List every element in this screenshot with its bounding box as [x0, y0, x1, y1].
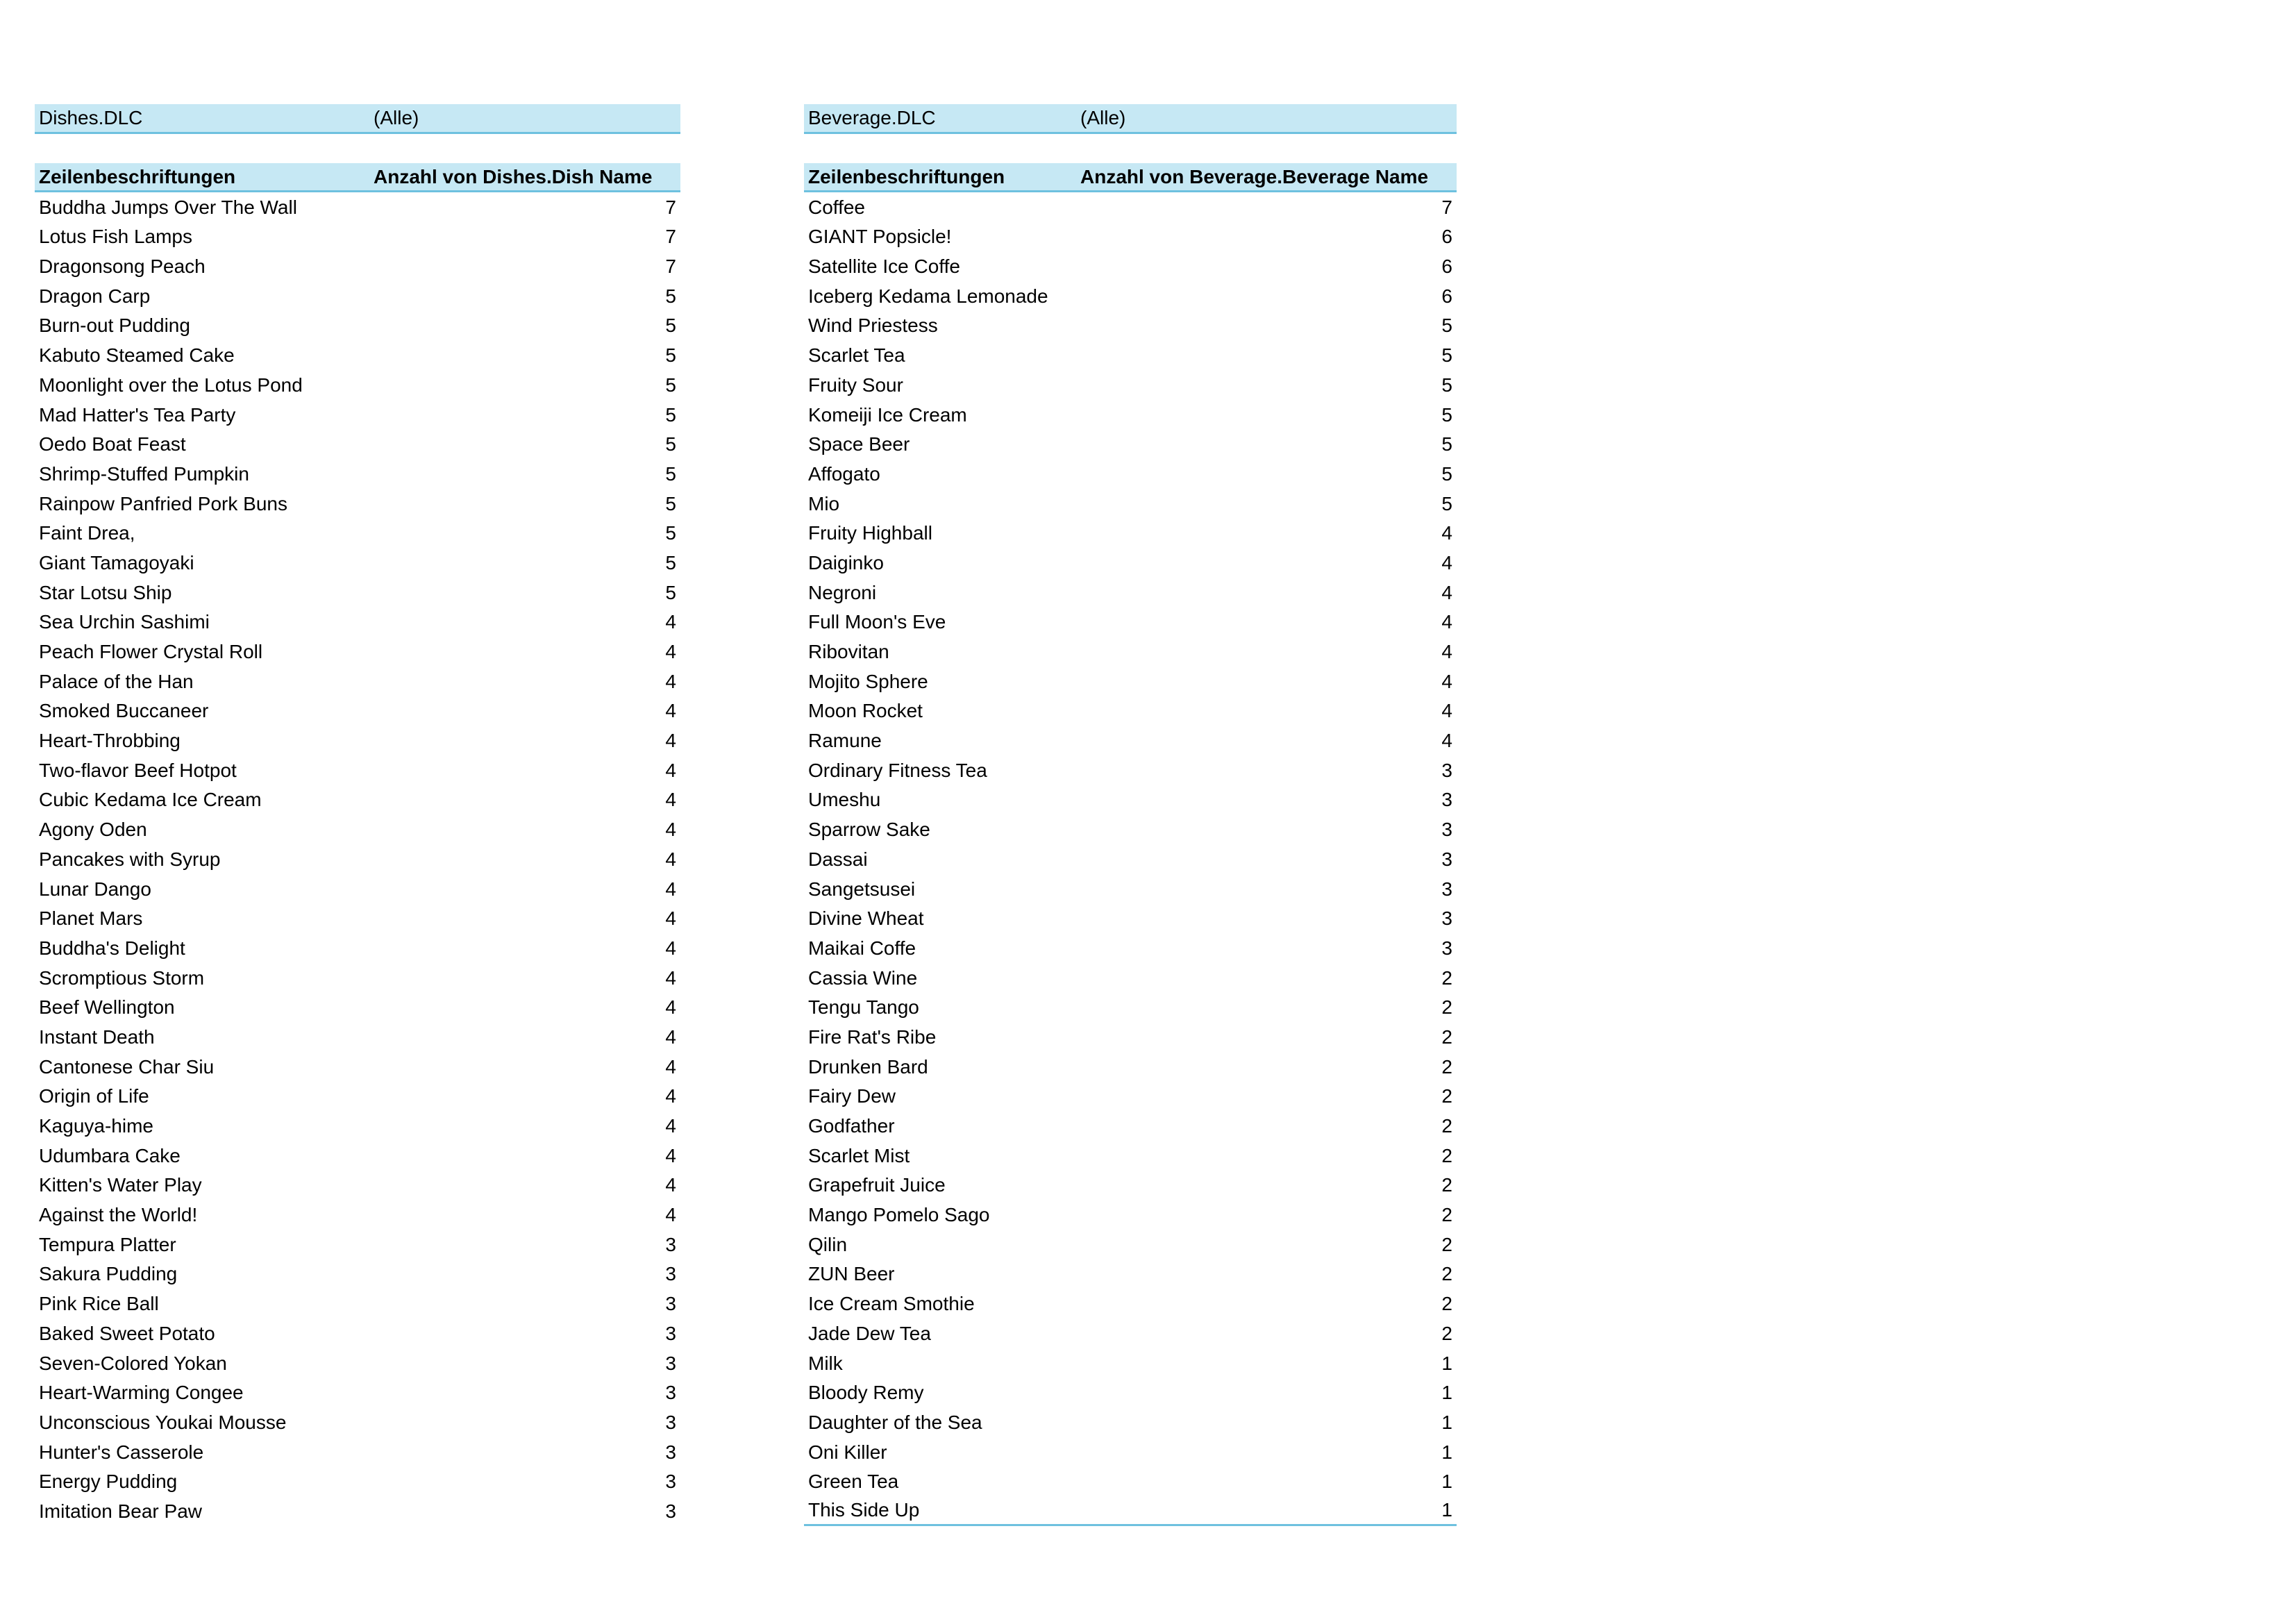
beverage-row-label[interactable]: Mango Pomelo Sago — [808, 1204, 990, 1226]
dishes-row-count[interactable]: 3 — [665, 1382, 676, 1404]
dishes-row-label[interactable]: Two-flavor Beef Hotpot — [39, 759, 237, 781]
dishes-row-count[interactable]: 5 — [665, 315, 676, 337]
beverage-row-label[interactable]: Fruity Highball — [808, 522, 932, 544]
dishes-row-count[interactable]: 4 — [665, 996, 676, 1019]
dishes-table-row[interactable] — [35, 1289, 680, 1319]
dishes-table-row[interactable] — [35, 311, 680, 341]
dishes-row-count[interactable]: 4 — [665, 1026, 676, 1048]
beverage-table-row[interactable] — [804, 341, 1457, 371]
beverage-row-label[interactable]: Iceberg Kedama Lemonade — [808, 285, 1048, 307]
beverage-row-label[interactable]: Grapefruit Juice — [808, 1174, 946, 1196]
beverage-row-count[interactable]: 2 — [1441, 1322, 1452, 1344]
beverage-row-count[interactable]: 3 — [1441, 848, 1452, 870]
beverage-row-label[interactable]: Umeshu — [808, 789, 881, 811]
dishes-row-label[interactable]: Against the World! — [39, 1204, 198, 1226]
dishes-row-label[interactable]: Beef Wellington — [39, 996, 175, 1019]
dishes-row-count[interactable]: 3 — [665, 1233, 676, 1255]
dishes-table-row[interactable] — [35, 785, 680, 815]
dishes-row-count[interactable]: 5 — [665, 344, 676, 367]
beverage-table-row[interactable] — [804, 1437, 1457, 1467]
beverage-row-label[interactable]: Moon Rocket — [808, 700, 923, 722]
beverage-row-label[interactable]: Daughter of the Sea — [808, 1411, 982, 1433]
dishes-row-label[interactable]: Hunter's Casserole — [39, 1441, 204, 1463]
dishes-row-count[interactable]: 7 — [665, 196, 676, 218]
dishes-table-row[interactable] — [35, 874, 680, 904]
beverage-row-count[interactable]: 2 — [1441, 1174, 1452, 1196]
dishes-row-count[interactable]: 4 — [665, 937, 676, 959]
beverage-header-row — [804, 163, 1457, 193]
beverage-row-count[interactable]: 5 — [1441, 462, 1452, 485]
dishes-table-row[interactable] — [35, 549, 680, 578]
beverage-row-count[interactable]: 3 — [1441, 937, 1452, 959]
dishes-count-header[interactable]: Anzahl von Dishes.Dish Name — [374, 165, 653, 187]
beverage-row-count[interactable]: 7 — [1441, 196, 1452, 218]
beverage-row-label[interactable]: Dassai — [808, 848, 868, 870]
beverage-row-count[interactable]: 5 — [1441, 492, 1452, 514]
dishes-row-label[interactable]: Planet Mars — [39, 907, 143, 930]
dishes-table-row[interactable] — [35, 1230, 680, 1259]
beverage-table-row[interactable] — [804, 1023, 1457, 1053]
dishes-table-row[interactable] — [35, 1497, 680, 1527]
dishes-table-row[interactable] — [35, 667, 680, 696]
beverage-row-count[interactable]: 1 — [1441, 1499, 1452, 1521]
beverage-row-count[interactable]: 1 — [1441, 1471, 1452, 1493]
beverage-table-row[interactable] — [804, 993, 1457, 1023]
beverage-count-header[interactable]: Anzahl von Beverage.Beverage Name — [1080, 165, 1429, 187]
beverage-table-row[interactable] — [804, 281, 1457, 311]
beverage-row-label[interactable]: Space Beer — [808, 433, 910, 455]
dishes-table-row[interactable] — [35, 904, 680, 934]
dishes-row-label[interactable]: Star Lotsu Ship — [39, 581, 172, 603]
dishes-table-row[interactable] — [35, 1437, 680, 1467]
beverage-row-label[interactable]: Sangetsusei — [808, 878, 916, 900]
dishes-row-label[interactable]: Seven-Colored Yokan — [39, 1352, 227, 1374]
dishes-header-row — [35, 163, 680, 193]
dishes-row-label[interactable]: Sakura Pudding — [39, 1263, 178, 1285]
dishes-row-label[interactable]: Agony Oden — [39, 819, 147, 841]
dishes-table-row[interactable] — [35, 963, 680, 993]
dishes-table-row[interactable] — [35, 755, 680, 785]
beverage-row-count[interactable]: 3 — [1441, 759, 1452, 781]
dishes-row-label[interactable]: Palace of the Han — [39, 670, 194, 692]
dishes-row-count[interactable]: 5 — [665, 581, 676, 603]
dishes-row-count[interactable]: 7 — [665, 226, 676, 248]
beverage-table-row[interactable] — [804, 430, 1457, 460]
beverage-table-row[interactable] — [804, 1408, 1457, 1438]
beverage-row-count[interactable]: 4 — [1441, 700, 1452, 722]
dishes-row-count[interactable]: 4 — [665, 1055, 676, 1078]
beverage-table-row[interactable] — [804, 755, 1457, 785]
beverage-row-label[interactable]: Coffee — [808, 196, 865, 218]
dishes-row-label[interactable]: Giant Tamagoyaki — [39, 551, 194, 574]
beverage-table-row[interactable] — [804, 489, 1457, 519]
dishes-row-label[interactable]: Sea Urchin Sashimi — [39, 611, 210, 633]
beverage-table-row[interactable] — [804, 252, 1457, 282]
beverage-row-count[interactable]: 4 — [1441, 611, 1452, 633]
beverage-table-row[interactable] — [804, 519, 1457, 549]
beverage-rows — [804, 192, 1457, 1526]
beverage-row-count[interactable]: 2 — [1441, 1115, 1452, 1137]
beverage-table-row[interactable] — [804, 1171, 1457, 1200]
dishes-filter-row[interactable] — [35, 104, 680, 134]
beverage-row-count[interactable]: 4 — [1441, 581, 1452, 603]
beverage-table-row[interactable] — [804, 1319, 1457, 1349]
beverage-row-count[interactable]: 5 — [1441, 374, 1452, 396]
beverage-row-label[interactable]: Jade Dew Tea — [808, 1322, 931, 1344]
dishes-row-count[interactable]: 4 — [665, 1174, 676, 1196]
dishes-table-row[interactable] — [35, 1023, 680, 1053]
dishes-table-row[interactable] — [35, 1052, 680, 1082]
dishes-row-count[interactable]: 5 — [665, 433, 676, 455]
beverage-row-count[interactable]: 4 — [1441, 522, 1452, 544]
beverage-row-label[interactable]: GIANT Popsicle! — [808, 226, 952, 248]
dishes-table-row[interactable] — [35, 1141, 680, 1171]
beverage-table-row[interactable] — [804, 815, 1457, 845]
beverage-table-row[interactable] — [804, 1141, 1457, 1171]
beverage-row-count[interactable]: 2 — [1441, 1055, 1452, 1078]
beverage-row-count[interactable]: 5 — [1441, 315, 1452, 337]
dishes-table-row[interactable] — [35, 608, 680, 637]
beverage-row-count[interactable]: 4 — [1441, 730, 1452, 752]
beverage-row-label[interactable]: Qilin — [808, 1233, 848, 1255]
dishes-row-label[interactable]: Cubic Kedama Ice Cream — [39, 789, 262, 811]
dishes-table-row[interactable] — [35, 1200, 680, 1230]
beverage-row-count[interactable]: 2 — [1441, 1293, 1452, 1315]
dishes-row-labels-header[interactable]: Zeilenbeschriftungen — [39, 165, 236, 187]
dishes-row-count[interactable]: 3 — [665, 1263, 676, 1285]
dishes-table-row[interactable] — [35, 1408, 680, 1438]
dishes-row-count[interactable]: 4 — [665, 730, 676, 752]
dishes-row-label[interactable]: Oedo Boat Feast — [39, 433, 186, 455]
beverage-row-label[interactable]: Green Tea — [808, 1471, 899, 1493]
beverage-row-label[interactable]: Full Moon's Eve — [808, 611, 946, 633]
beverage-pivot-table — [804, 104, 1457, 1526]
dishes-table-row[interactable] — [35, 281, 680, 311]
beverage-table-row[interactable] — [804, 637, 1457, 667]
dishes-table-row[interactable] — [35, 696, 680, 726]
beverage-row-label[interactable]: Affogato — [808, 462, 880, 485]
beverage-row-count[interactable]: 5 — [1441, 344, 1452, 367]
beverage-row-count[interactable]: 1 — [1441, 1411, 1452, 1433]
beverage-table-row[interactable] — [804, 1289, 1457, 1319]
beverage-row-count[interactable]: 1 — [1441, 1382, 1452, 1404]
dishes-row-label[interactable]: Kitten's Water Play — [39, 1174, 202, 1196]
dishes-row-label[interactable]: Peach Flower Crystal Roll — [39, 641, 263, 663]
dishes-row-label[interactable]: Udumbara Cake — [39, 1144, 181, 1166]
beverage-table-row[interactable] — [804, 549, 1457, 578]
beverage-table-row[interactable] — [804, 1259, 1457, 1289]
dishes-row-count[interactable]: 3 — [665, 1441, 676, 1463]
dishes-table-row[interactable] — [35, 815, 680, 845]
dishes-row-count[interactable]: 5 — [665, 403, 676, 426]
beverage-row-count[interactable]: 3 — [1441, 819, 1452, 841]
dishes-row-count[interactable]: 4 — [665, 641, 676, 663]
beverage-row-count[interactable]: 2 — [1441, 996, 1452, 1019]
dishes-table-row[interactable] — [35, 1319, 680, 1349]
beverage-row-count[interactable]: 2 — [1441, 1026, 1452, 1048]
dishes-row-label[interactable]: Kaguya-hime — [39, 1115, 153, 1137]
beverage-row-count[interactable]: 4 — [1441, 551, 1452, 574]
dishes-table-row[interactable] — [35, 1112, 680, 1141]
dishes-table-row[interactable] — [35, 1171, 680, 1200]
beverage-filter-dropdown[interactable]: (Alle) — [1080, 106, 1126, 128]
dishes-row-label[interactable]: Rainpow Panfried Pork Buns — [39, 492, 287, 514]
dishes-row-count[interactable]: 5 — [665, 285, 676, 307]
beverage-row-count[interactable]: 2 — [1441, 1263, 1452, 1285]
dishes-row-label[interactable]: Pancakes with Syrup — [39, 848, 221, 870]
dishes-row-label[interactable]: Energy Pudding — [39, 1471, 178, 1493]
beverage-table-row[interactable] — [804, 578, 1457, 608]
dishes-pivot-table — [35, 104, 680, 1526]
beverage-row-label[interactable]: Drunken Bard — [808, 1055, 928, 1078]
dishes-table-row[interactable] — [35, 341, 680, 371]
dishes-table-row[interactable] — [35, 1259, 680, 1289]
dishes-row-count[interactable]: 4 — [665, 848, 676, 870]
dishes-table-row[interactable] — [35, 222, 680, 252]
dishes-row-label[interactable]: Kabuto Steamed Cake — [39, 344, 235, 367]
beverage-table-row[interactable] — [804, 1082, 1457, 1112]
dishes-table-row[interactable] — [35, 726, 680, 756]
dishes-row-label[interactable]: Instant Death — [39, 1026, 155, 1048]
beverage-row-label[interactable]: Negroni — [808, 581, 877, 603]
dishes-row-count[interactable]: 4 — [665, 819, 676, 841]
dishes-filter-dropdown[interactable]: (Alle) — [374, 106, 419, 128]
beverage-row-label[interactable]: Ice Cream Smothie — [808, 1293, 975, 1315]
dishes-row-label[interactable]: Pink Rice Ball — [39, 1293, 159, 1315]
beverage-row-label[interactable]: Fire Rat's Ribe — [808, 1026, 937, 1048]
dishes-row-count[interactable]: 3 — [665, 1500, 676, 1522]
beverage-row-count[interactable]: 2 — [1441, 1144, 1452, 1166]
beverage-row-label[interactable]: ZUN Beer — [808, 1263, 895, 1285]
beverage-row-label[interactable]: Cassia Wine — [808, 966, 918, 989]
dishes-row-label[interactable]: Unconscious Youkai Mousse — [39, 1411, 287, 1433]
dishes-table-row[interactable] — [35, 845, 680, 875]
beverage-table-row[interactable] — [804, 608, 1457, 637]
dishes-row-count[interactable]: 4 — [665, 1115, 676, 1137]
beverage-row-label[interactable]: Komeiji Ice Cream — [808, 403, 967, 426]
beverage-row-label[interactable]: Scarlet Tea — [808, 344, 905, 367]
dishes-row-count[interactable]: 5 — [665, 522, 676, 544]
dishes-row-label[interactable]: Heart-Warming Congee — [39, 1382, 244, 1404]
beverage-row-count[interactable]: 3 — [1441, 907, 1452, 930]
dishes-row-count[interactable]: 5 — [665, 492, 676, 514]
beverage-table-row[interactable] — [804, 696, 1457, 726]
dishes-row-count[interactable]: 5 — [665, 462, 676, 485]
dishes-row-count[interactable]: 4 — [665, 1144, 676, 1166]
beverage-row-label[interactable]: Fruity Sour — [808, 374, 903, 396]
beverage-row-label[interactable]: Godfather — [808, 1115, 895, 1137]
dishes-table-row[interactable] — [35, 252, 680, 282]
dishes-row-count[interactable]: 4 — [665, 611, 676, 633]
dishes-table-row[interactable] — [35, 637, 680, 667]
beverage-row-label[interactable]: Bloody Remy — [808, 1382, 924, 1404]
beverage-row-label[interactable]: Daiginko — [808, 551, 884, 574]
beverage-table-row[interactable] — [804, 874, 1457, 904]
beverage-row-count[interactable]: 2 — [1441, 1204, 1452, 1226]
beverage-row-count[interactable]: 6 — [1441, 226, 1452, 248]
dishes-table-row[interactable] — [35, 578, 680, 608]
beverage-row-label[interactable]: Divine Wheat — [808, 907, 924, 930]
dishes-table-row[interactable] — [35, 489, 680, 519]
beverage-row-label[interactable]: Ramune — [808, 730, 882, 752]
dishes-row-label[interactable]: Buddha's Delight — [39, 937, 185, 959]
beverage-table-row[interactable] — [804, 192, 1457, 222]
beverage-table-row[interactable] — [804, 934, 1457, 964]
dishes-row-label[interactable]: Dragon Carp — [39, 285, 151, 307]
beverage-row-count[interactable]: 2 — [1441, 1233, 1452, 1255]
dishes-table-row[interactable] — [35, 519, 680, 549]
beverage-row-label[interactable]: Milk — [808, 1352, 843, 1374]
beverage-row-label[interactable]: Mojito Sphere — [808, 670, 928, 692]
dishes-row-count[interactable]: 4 — [665, 700, 676, 722]
beverage-row-count[interactable]: 2 — [1441, 966, 1452, 989]
beverage-table-row[interactable] — [804, 1467, 1457, 1497]
beverage-table-row[interactable] — [804, 667, 1457, 696]
dishes-row-count[interactable]: 7 — [665, 256, 676, 278]
dishes-row-label[interactable]: Smoked Buccaneer — [39, 700, 209, 722]
dishes-table-row[interactable] — [35, 934, 680, 964]
beverage-filter-row[interactable] — [804, 104, 1457, 134]
beverage-table-row[interactable] — [804, 400, 1457, 430]
dishes-row-label[interactable]: Lunar Dango — [39, 878, 151, 900]
dishes-table-row[interactable] — [35, 430, 680, 460]
dishes-table-row[interactable] — [35, 400, 680, 430]
beverage-row-count[interactable]: 6 — [1441, 256, 1452, 278]
beverage-table-row[interactable] — [804, 1230, 1457, 1259]
beverage-row-count[interactable]: 5 — [1441, 433, 1452, 455]
beverage-row-count[interactable]: 3 — [1441, 789, 1452, 811]
beverage-row-label[interactable]: Ribovitan — [808, 641, 889, 663]
beverage-table-row[interactable] — [804, 726, 1457, 756]
beverage-table-row[interactable] — [804, 311, 1457, 341]
dishes-row-label[interactable]: Moonlight over the Lotus Pond — [39, 374, 303, 396]
beverage-row-label[interactable]: Fairy Dew — [808, 1085, 896, 1107]
dishes-filter-field: Dishes.DLC — [39, 106, 143, 128]
dishes-row-label[interactable]: Origin of Life — [39, 1085, 149, 1107]
beverage-row-label[interactable]: Sparrow Sake — [808, 819, 930, 841]
dishes-table-row[interactable] — [35, 1378, 680, 1408]
dishes-row-count[interactable]: 3 — [665, 1411, 676, 1433]
beverage-table-row[interactable] — [804, 963, 1457, 993]
dishes-row-count[interactable]: 5 — [665, 374, 676, 396]
beverage-table-row[interactable] — [804, 460, 1457, 489]
beverage-table-row[interactable] — [804, 845, 1457, 875]
dishes-row-count[interactable]: 4 — [665, 1204, 676, 1226]
beverage-row-count[interactable]: 2 — [1441, 1085, 1452, 1107]
beverage-table-row[interactable] — [804, 1497, 1457, 1527]
dishes-row-label[interactable]: Imitation Bear Paw — [39, 1500, 202, 1522]
beverage-table-row[interactable] — [804, 785, 1457, 815]
beverage-row-label[interactable]: Scarlet Mist — [808, 1144, 910, 1166]
beverage-row-count[interactable]: 3 — [1441, 878, 1452, 900]
dishes-row-label[interactable]: Dragonsong Peach — [39, 256, 206, 278]
dishes-row-count[interactable]: 4 — [665, 878, 676, 900]
beverage-row-label[interactable]: Tengu Tango — [808, 996, 919, 1019]
beverage-table-row[interactable] — [804, 1200, 1457, 1230]
dishes-table-row[interactable] — [35, 993, 680, 1023]
beverage-row-label[interactable]: This Side Up — [808, 1499, 920, 1521]
dishes-row-count[interactable]: 3 — [665, 1293, 676, 1315]
dishes-row-count[interactable]: 4 — [665, 1085, 676, 1107]
dishes-row-label[interactable]: Burn-out Pudding — [39, 315, 190, 337]
beverage-row-label[interactable]: Ordinary Fitness Tea — [808, 759, 987, 781]
beverage-table-row[interactable] — [804, 1052, 1457, 1082]
beverage-row-label[interactable]: Maikai Coffe — [808, 937, 916, 959]
dishes-table-row[interactable] — [35, 1348, 680, 1378]
beverage-row-label[interactable]: Satellite Ice Coffe — [808, 256, 960, 278]
dishes-row-count[interactable]: 5 — [665, 551, 676, 574]
dishes-table-row[interactable] — [35, 1082, 680, 1112]
beverage-row-count[interactable]: 6 — [1441, 285, 1452, 307]
beverage-table-row[interactable] — [804, 222, 1457, 252]
dishes-table-row[interactable] — [35, 192, 680, 222]
dishes-table-row[interactable] — [35, 1467, 680, 1497]
beverage-row-count[interactable]: 4 — [1441, 641, 1452, 663]
beverage-row-count[interactable]: 4 — [1441, 670, 1452, 692]
dishes-row-label[interactable]: Faint Drea, — [39, 522, 135, 544]
dishes-row-count[interactable]: 4 — [665, 759, 676, 781]
dishes-row-label[interactable]: Heart-Throbbing — [39, 730, 181, 752]
beverage-row-label[interactable]: Wind Priestess — [808, 315, 938, 337]
beverage-row-label[interactable]: Oni Killer — [808, 1441, 887, 1463]
beverage-table-row[interactable] — [804, 1348, 1457, 1378]
dishes-row-label[interactable]: Scromptious Storm — [39, 966, 205, 989]
beverage-table-row[interactable] — [804, 1378, 1457, 1408]
dishes-row-label[interactable]: Shrimp-Stuffed Pumpkin — [39, 462, 249, 485]
dishes-row-count[interactable]: 3 — [665, 1322, 676, 1344]
dishes-row-label[interactable]: Tempura Platter — [39, 1233, 176, 1255]
beverage-row-count[interactable]: 5 — [1441, 403, 1452, 426]
beverage-filter-field: Beverage.DLC — [808, 106, 936, 128]
dishes-row-count[interactable]: 4 — [665, 789, 676, 811]
dishes-row-label[interactable]: Buddha Jumps Over The Wall — [39, 196, 297, 218]
dishes-table-row[interactable] — [35, 371, 680, 401]
beverage-table-row[interactable] — [804, 371, 1457, 401]
beverage-row-label[interactable]: Mio — [808, 492, 840, 514]
dishes-row-count[interactable]: 4 — [665, 907, 676, 930]
beverage-table-row[interactable] — [804, 904, 1457, 934]
dishes-row-label[interactable]: Lotus Fish Lamps — [39, 226, 192, 248]
dishes-row-label[interactable]: Mad Hatter's Tea Party — [39, 403, 236, 426]
dishes-row-count[interactable]: 4 — [665, 670, 676, 692]
dishes-row-count[interactable]: 4 — [665, 966, 676, 989]
dishes-row-count[interactable]: 3 — [665, 1471, 676, 1493]
beverage-row-count[interactable]: 1 — [1441, 1352, 1452, 1374]
dishes-table-row[interactable] — [35, 460, 680, 489]
beverage-row-labels-header[interactable]: Zeilenbeschriftungen — [808, 165, 1005, 187]
beverage-table-row[interactable] — [804, 1112, 1457, 1141]
dishes-row-label[interactable]: Cantonese Char Siu — [39, 1055, 215, 1078]
dishes-row-label[interactable]: Baked Sweet Potato — [39, 1322, 215, 1344]
beverage-row-count[interactable]: 1 — [1441, 1441, 1452, 1463]
dishes-rows — [35, 192, 680, 1526]
dishes-row-count[interactable]: 3 — [665, 1352, 676, 1374]
